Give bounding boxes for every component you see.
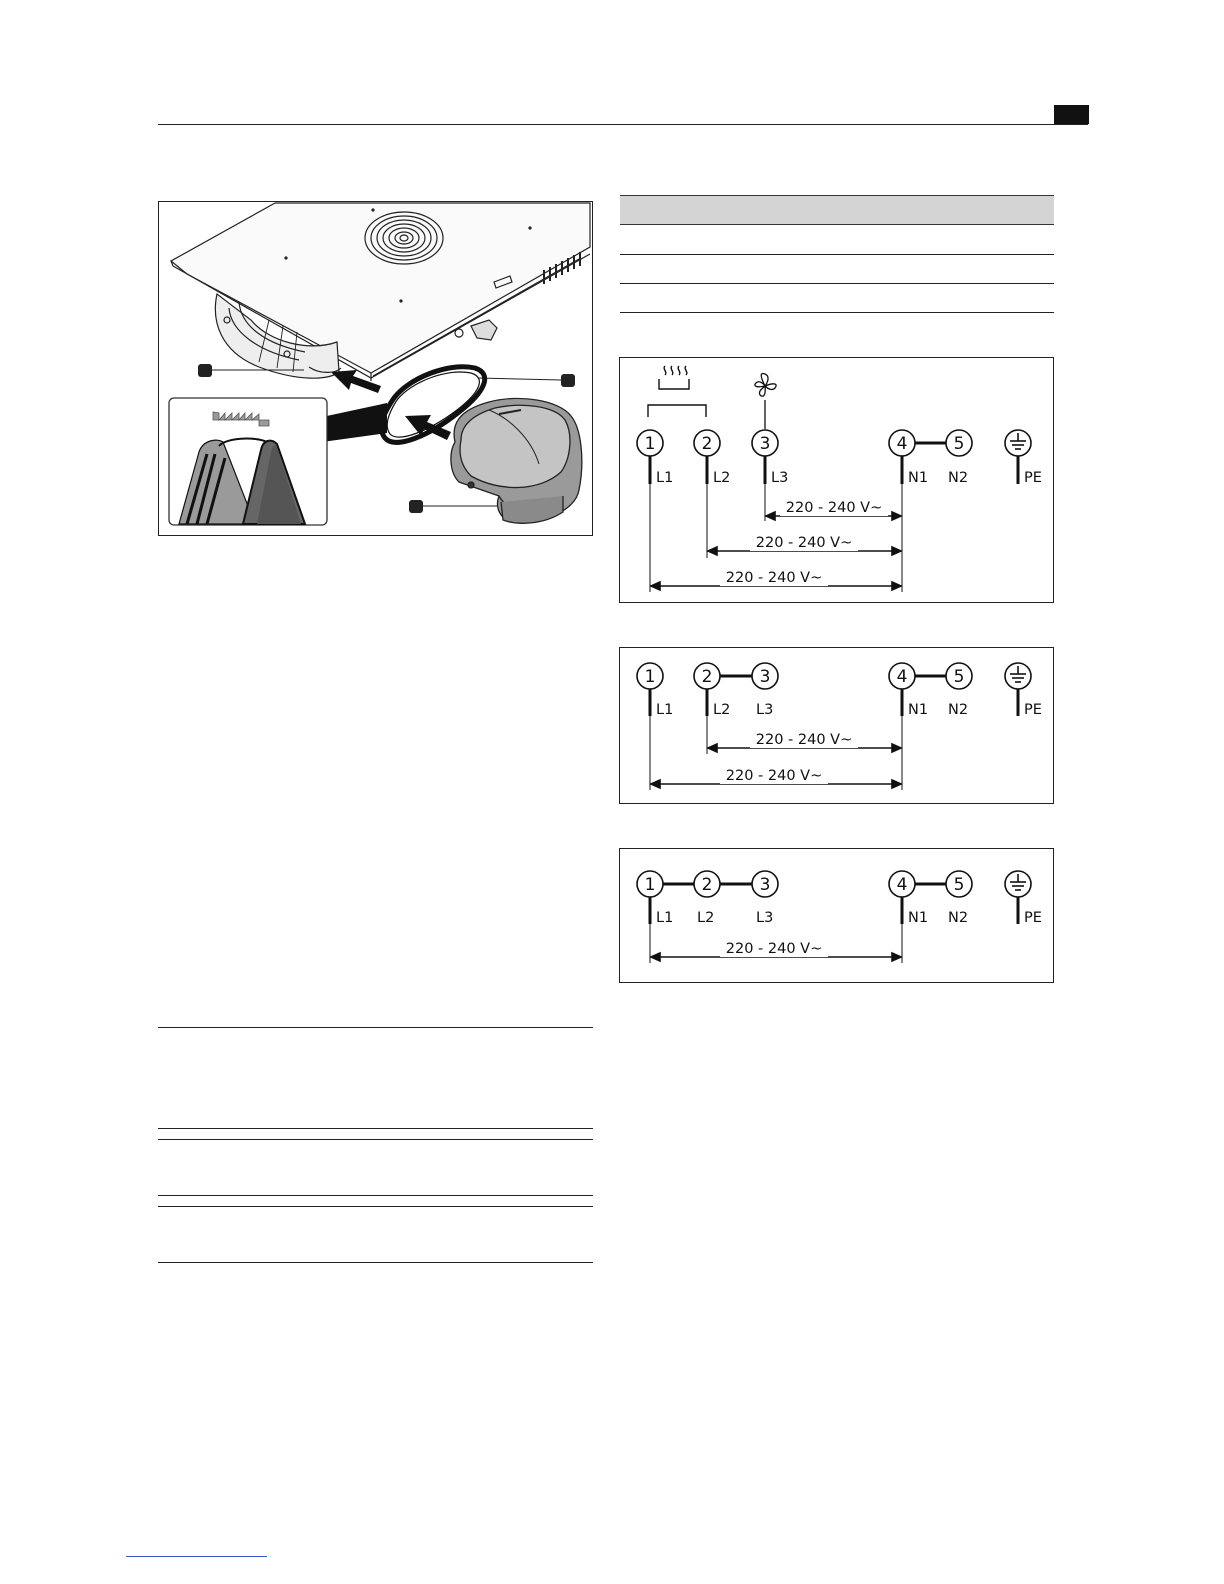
label-l3: L3 (771, 470, 789, 486)
page-number-tab (1054, 105, 1089, 124)
label-l2: L2 (697, 910, 715, 926)
svg-text:3: 3 (759, 434, 771, 454)
wiring-diagram-a (619, 357, 1054, 603)
svg-text:3: 3 (759, 667, 771, 687)
callout-marker-2 (561, 374, 575, 387)
connection-table-header (620, 195, 1054, 225)
svg-text:2: 2 (701, 667, 713, 687)
label-pe: PE (1024, 470, 1042, 486)
voltage-label-n-l2: 220 - 240 V~ (755, 732, 853, 748)
svg-text:5: 5 (953, 434, 965, 454)
voltage-label-n-l2: 220 - 240 V~ (755, 535, 853, 551)
fan-icon (755, 374, 776, 430)
header-rule (158, 124, 1088, 125)
label-n2: N2 (948, 470, 969, 486)
label-n1: N1 (908, 702, 929, 718)
terminal-4 (889, 663, 915, 689)
label-pe: PE (1024, 702, 1042, 718)
wiring-diagram-c (619, 848, 1054, 983)
terminal-5 (946, 430, 972, 456)
terminal-4 (889, 430, 915, 456)
arrow-upper-icon (331, 370, 381, 393)
svg-text:3: 3 (759, 875, 771, 895)
left-rule-2 (158, 1128, 593, 1129)
label-pe: PE (1024, 910, 1042, 926)
svg-text:1: 1 (644, 875, 656, 895)
installation-figure (158, 201, 593, 536)
terminal-3 (752, 871, 778, 897)
table-row-rule-3 (620, 312, 1054, 313)
terminal-2 (694, 663, 720, 689)
seal-lip-detail-icon (169, 398, 387, 525)
svg-text:1: 1 (644, 434, 656, 454)
left-rule-6 (158, 1262, 593, 1263)
svg-text:5: 5 (953, 667, 965, 687)
earth-icon (1005, 663, 1031, 689)
left-rule-5 (158, 1206, 593, 1207)
svg-text:2: 2 (701, 875, 713, 895)
svg-text:4: 4 (896, 875, 908, 895)
installation-illustration (159, 202, 593, 536)
terminal-1 (637, 871, 663, 897)
terminal-2 (694, 871, 720, 897)
label-l1: L1 (656, 470, 674, 486)
svg-text:1: 1 (644, 667, 656, 687)
wiring-diagram-b (619, 647, 1054, 804)
label-l2: L2 (713, 470, 731, 486)
svg-text:2: 2 (701, 434, 713, 454)
terminal-3 (752, 663, 778, 689)
left-rule-1 (158, 1027, 593, 1028)
voltage-label-n-l3: 220 - 240 V~ (785, 500, 883, 516)
voltage-label-n-l1: 220 - 240 V~ (725, 941, 823, 957)
label-l1: L1 (656, 702, 674, 718)
heating-icon (648, 366, 706, 417)
callout-marker-1 (198, 364, 212, 377)
terminal-5 (946, 663, 972, 689)
table-row-rule-2 (620, 283, 1054, 284)
label-l1: L1 (656, 910, 674, 926)
terminal-4 (889, 871, 915, 897)
svg-text:4: 4 (896, 667, 908, 687)
label-n1: N1 (908, 470, 929, 486)
svg-text:4: 4 (896, 434, 908, 454)
label-n1: N1 (908, 910, 929, 926)
footer-link[interactable] (126, 1556, 267, 1557)
label-l3: L3 (756, 702, 774, 718)
label-l3: L3 (756, 910, 774, 926)
voltage-label-n-l1: 220 - 240 V~ (725, 570, 823, 586)
callout-marker-3 (409, 500, 423, 513)
terminal-1 (637, 663, 663, 689)
label-n2: N2 (948, 910, 969, 926)
earth-icon (1005, 871, 1031, 897)
left-rule-4 (158, 1195, 593, 1196)
svg-text:5: 5 (953, 875, 965, 895)
left-rule-3 (158, 1139, 593, 1140)
voltage-label-n-l1: 220 - 240 V~ (725, 768, 823, 784)
label-n2: N2 (948, 702, 969, 718)
terminal-3 (752, 430, 778, 456)
hob-with-downdraft-icon (171, 203, 590, 381)
terminal-5 (946, 871, 972, 897)
terminal-1 (637, 430, 663, 456)
elbow-duct-icon (451, 398, 582, 523)
table-row-rule-1 (620, 254, 1054, 255)
earth-icon (1005, 430, 1031, 456)
label-l2: L2 (713, 702, 731, 718)
terminal-2 (694, 430, 720, 456)
